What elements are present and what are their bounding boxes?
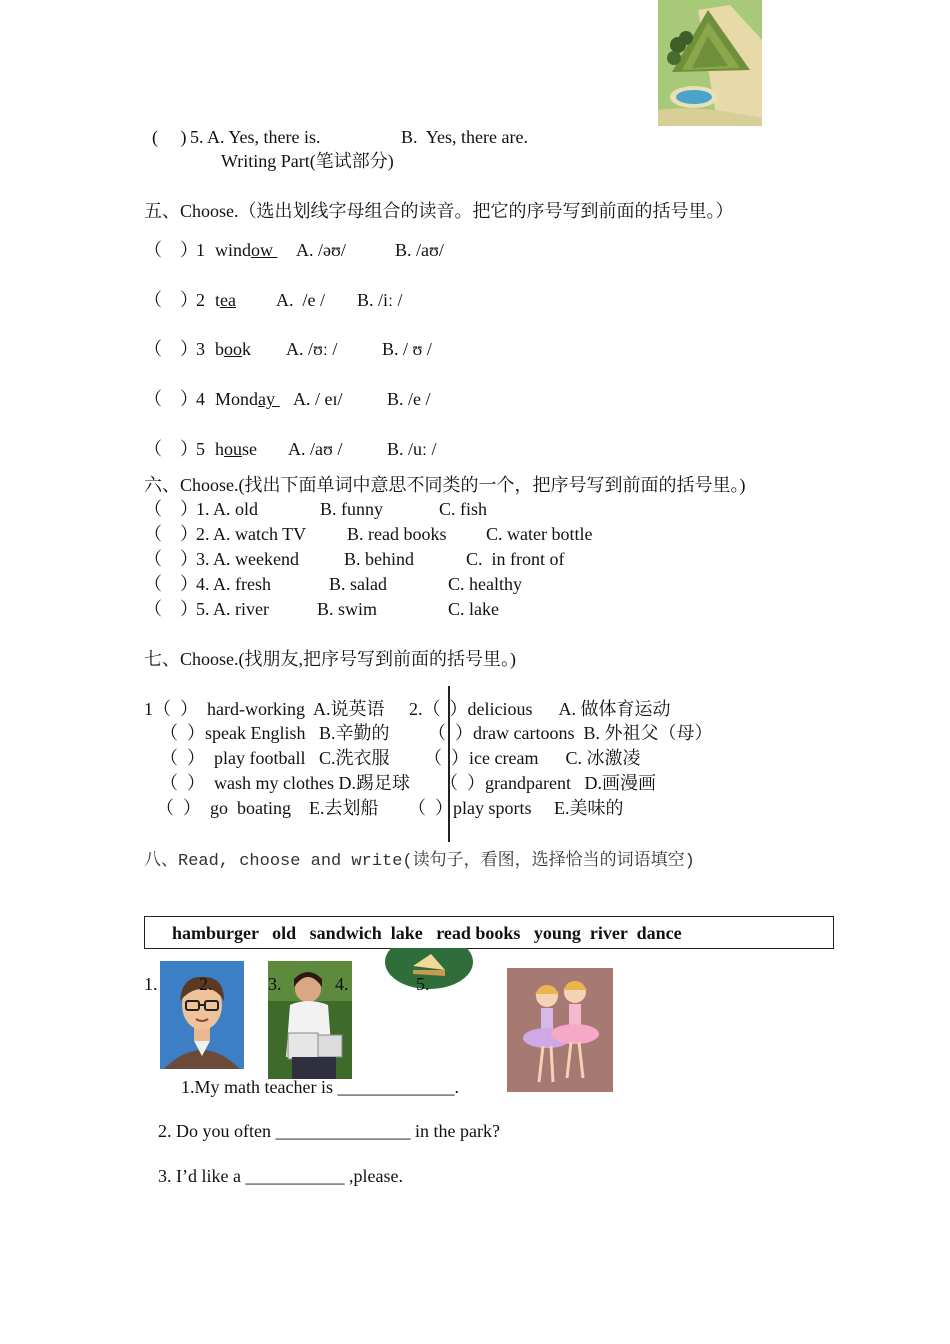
word-suffix: se: [242, 439, 257, 459]
option-a: A. /ʊː /: [286, 339, 338, 359]
fill-sentence-1[interactable]: 1.My math teacher is _____________.: [181, 1077, 459, 1097]
answer-bracket[interactable]: （ ）: [144, 524, 198, 544]
word: [215, 240, 278, 262]
option-a: 1. A. old: [196, 499, 259, 519]
match-right-row[interactable]: （ ）play sports E.美味的: [408, 798, 624, 818]
word-prefix: h: [215, 439, 224, 459]
picture-label-4: 4.: [335, 974, 349, 994]
answer-bracket[interactable]: （ ）: [144, 499, 198, 519]
word-prefix: Mond: [215, 389, 259, 409]
item-number: 1: [196, 240, 205, 260]
answer-bracket[interactable]: （ ）: [144, 240, 198, 260]
item-number: 4: [196, 389, 205, 409]
option-b: B. behind: [344, 549, 414, 569]
option-b: B. / ʊ /: [382, 339, 432, 359]
picture-label-5: 5.: [416, 974, 430, 994]
answer-bracket[interactable]: （ ）: [144, 439, 198, 459]
match-right-row[interactable]: 2.（ ）delicious A. 做体育运动: [409, 699, 671, 719]
option-c: C. lake: [448, 599, 499, 619]
match-left-row[interactable]: （ ） go boating E.去划船: [156, 798, 379, 818]
answer-bracket[interactable]: （ ）: [144, 389, 198, 409]
word: [215, 389, 280, 411]
option-a: 5. A. river: [196, 599, 269, 619]
underlined-letters: ou: [224, 439, 242, 459]
option-a: A. /e /: [276, 290, 325, 310]
section6-heading: 六、Choose.(找出下面单词中意思不同类的一个，把序号写到前面的括号里。): [144, 475, 746, 495]
match-right-row[interactable]: （ ）ice cream C. 冰激凌: [424, 748, 641, 768]
answer-bracket[interactable]: （ ）: [144, 574, 198, 594]
answer-bracket[interactable]: （ ）: [144, 290, 198, 310]
option-a: 4. A. fresh: [196, 574, 271, 594]
match-left-row[interactable]: 1（ ） hard-working A.说英语: [144, 699, 385, 719]
answer-bracket[interactable]: （ ）: [144, 339, 198, 359]
word: [215, 439, 257, 461]
picture-label-3: 3.: [268, 974, 282, 994]
answer-bracket[interactable]: （ ）: [144, 549, 198, 569]
option-c: C. water bottle: [486, 524, 593, 544]
mountain-lake-picture: [658, 0, 762, 126]
option-b: B. /uː /: [387, 439, 437, 459]
underlined-letters: ay: [258, 389, 280, 409]
picture-label-1: 1.: [144, 974, 158, 994]
word-prefix: b: [215, 339, 224, 359]
section5-heading: 五、Choose.（选出划线字母组合的读音。把它的序号写到前面的括号里。）: [144, 201, 734, 221]
dancing-girls-picture: [507, 968, 613, 1092]
option-b: B. funny: [320, 499, 383, 519]
option-c: C. in front of: [466, 549, 565, 569]
answer-bracket[interactable]: （ ）: [144, 599, 198, 619]
word-bank: hamburger old sandwich lake read books young river dance: [172, 923, 682, 943]
word: [215, 290, 236, 312]
match-right-row[interactable]: （ ）grandparent D.画漫画: [440, 773, 656, 793]
option-b: B. swim: [317, 599, 378, 619]
writing-part-heading: Writing Part(笔试部分): [221, 151, 394, 171]
word-prefix: t: [215, 290, 221, 310]
fill-sentence-3[interactable]: 3. I’d like a ___________ ,please.: [158, 1166, 403, 1186]
option-b: B. /e /: [387, 389, 431, 409]
match-right-row[interactable]: （ ）draw cartoons B. 外祖父（母）: [428, 723, 713, 743]
option-a: 2. A. watch TV: [196, 524, 307, 544]
item-number: 2: [196, 290, 205, 310]
option-c: C. healthy: [448, 574, 522, 594]
word-prefix: wind: [215, 240, 251, 260]
picture-label-2: 2.: [199, 974, 213, 994]
option-c: C. fish: [439, 499, 488, 519]
option-a: 3. A. weekend: [196, 549, 299, 569]
listening-q5-bracket[interactable]: ( ): [152, 127, 187, 147]
listening-q5-text: 5. A. Yes, there is.: [190, 127, 321, 147]
option-b: B. /iː /: [357, 290, 403, 310]
match-left-row[interactable]: （ ） wash my clothes D.踢足球: [160, 773, 410, 793]
option-a: A. /aʊ /: [288, 439, 343, 459]
section7-heading: 七、Choose.(找朋友,把序号写到前面的括号里。): [144, 649, 516, 669]
option-b: B. read books: [347, 524, 447, 544]
match-left-row[interactable]: （ ） play football C.洗衣服: [160, 748, 390, 768]
item-number: 5: [196, 439, 205, 459]
match-left-row[interactable]: （ ）speak English B.辛勤的: [160, 723, 390, 743]
listening-q5-option-b: B. Yes, there are.: [401, 127, 528, 147]
word-suffix: k: [242, 339, 251, 359]
fill-sentence-2[interactable]: 2. Do you often _______________ in the park?: [158, 1121, 500, 1141]
section8-heading: 八、Read, choose and write(读句子，看图，选择恰当的词语填空): [144, 852, 695, 871]
underlined-letters: oo: [224, 339, 242, 359]
word: [215, 339, 251, 361]
option-b: B. /aʊ/: [395, 240, 444, 260]
option-b: B. salad: [329, 574, 387, 594]
underlined-letters: ow: [251, 240, 278, 260]
option-a: A. /əʊ/: [296, 240, 346, 260]
item-number: 3: [196, 339, 205, 359]
underlined-letters: ea: [220, 290, 236, 310]
option-a: A. / eɪ/: [293, 389, 343, 409]
